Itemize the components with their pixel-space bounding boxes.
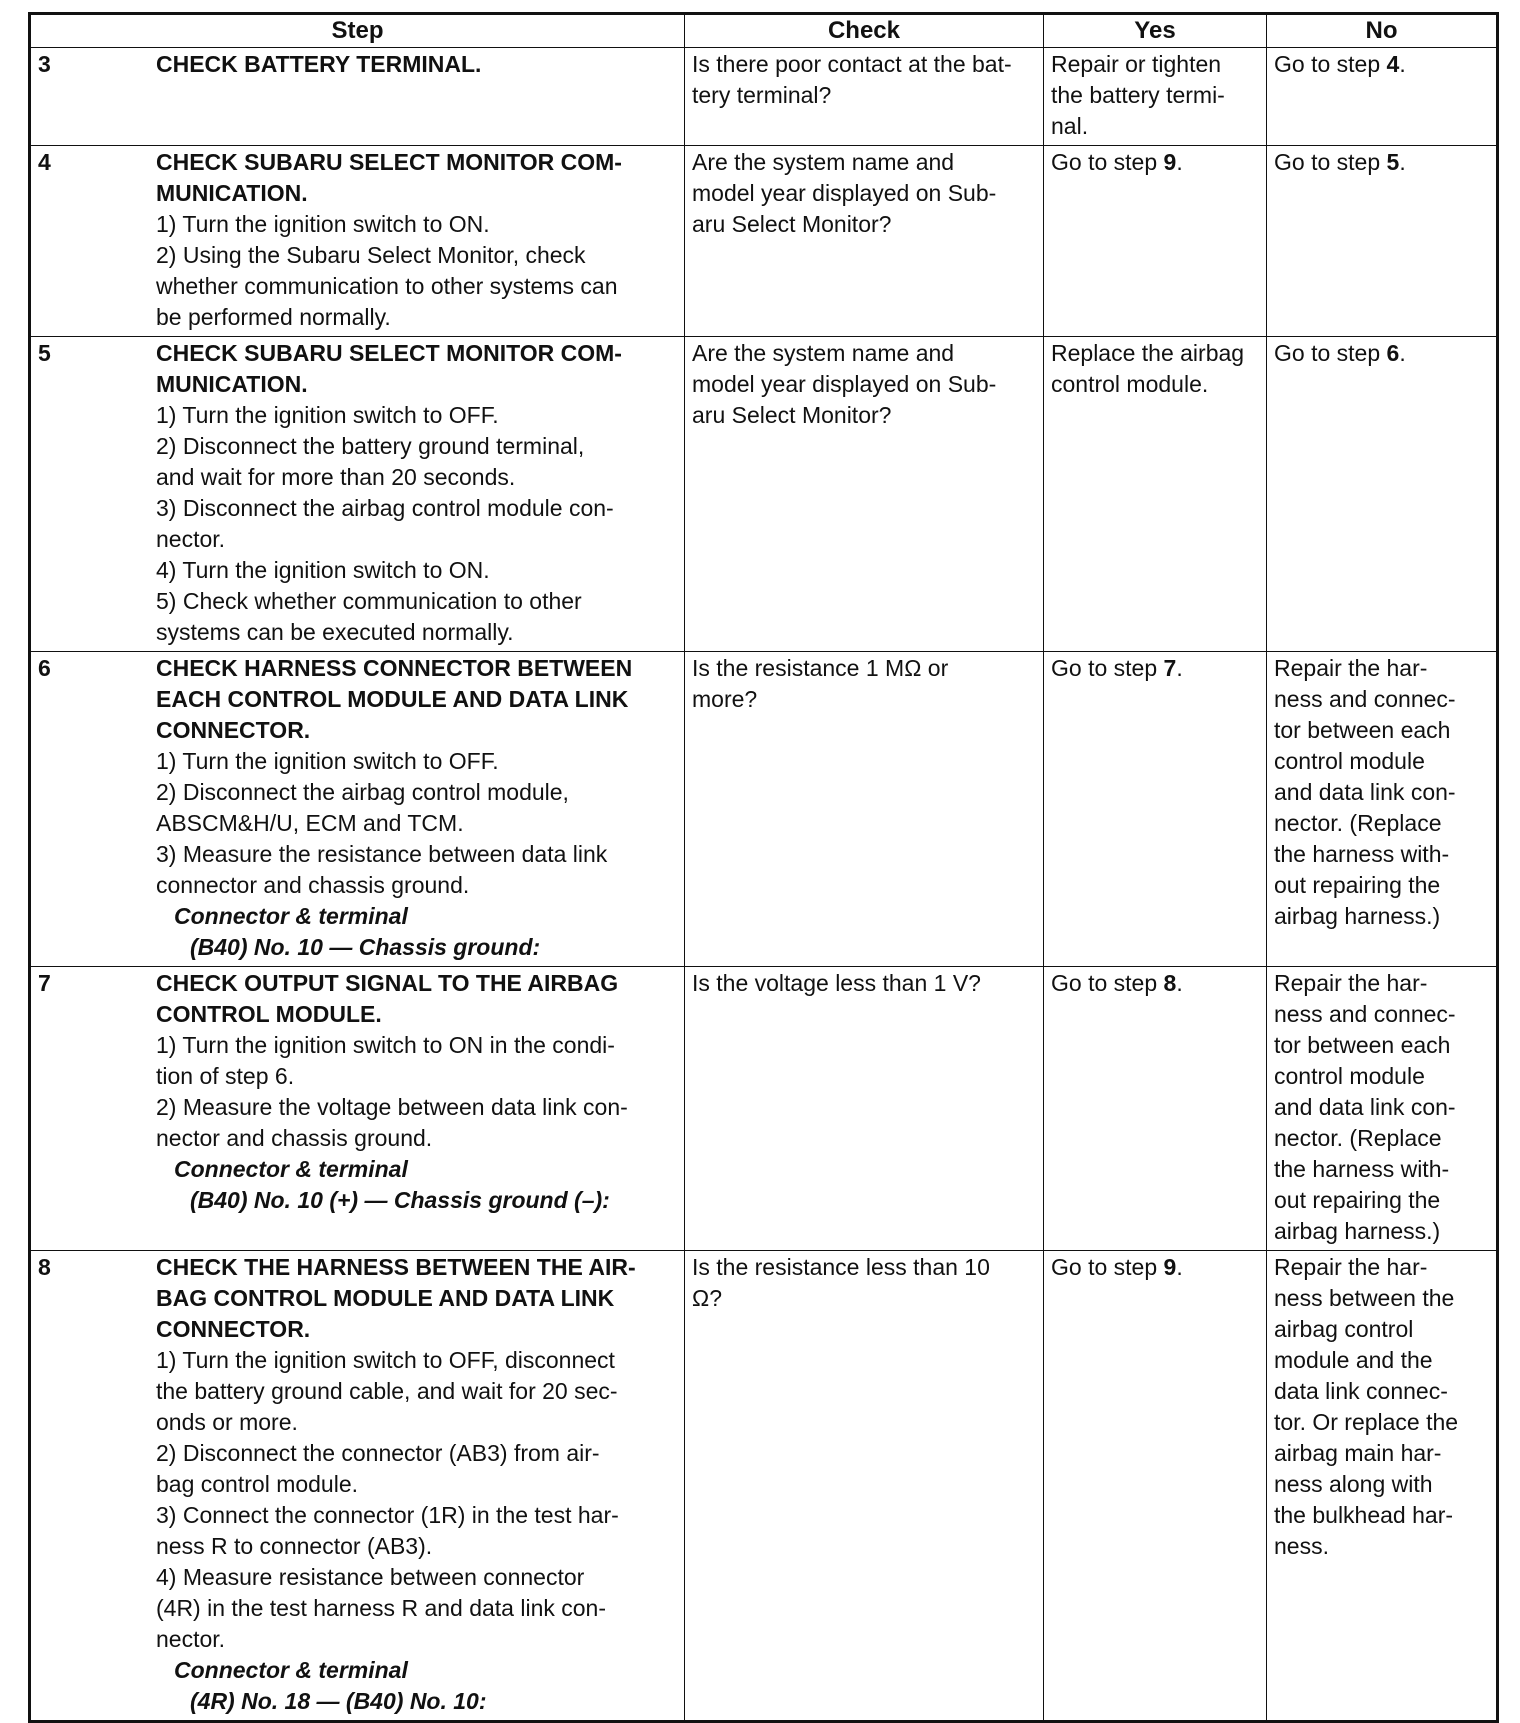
no-step-number: 4 xyxy=(1386,51,1400,77)
step-instruction-line: 2) Disconnect the connector (AB3) from air- xyxy=(156,1440,600,1466)
yes-text: Go to step xyxy=(1051,149,1164,175)
step-instruction xyxy=(156,240,678,333)
step-title xyxy=(156,49,678,80)
no-text xyxy=(1274,968,1490,1247)
step-instruction-line: 3) Disconnect the airbag control module con- xyxy=(156,495,614,521)
step-number: 6 xyxy=(38,655,51,681)
step-cell xyxy=(30,1251,685,1722)
step-title xyxy=(156,968,678,1030)
no-step-number: 5 xyxy=(1386,149,1400,175)
no-text-line: ness and connec- xyxy=(1274,686,1456,712)
check-text-line: Is the resistance less than 10 xyxy=(692,1254,990,1280)
diagnostic-page xyxy=(28,12,1496,1723)
no-text-line: airbag harness.) xyxy=(1274,1218,1441,1244)
no-text: Go to step xyxy=(1274,51,1387,77)
step-instruction-line: 2) Using the Subaru Select Monitor, check xyxy=(156,242,586,268)
no-text-line: Repair the har- xyxy=(1274,1254,1428,1280)
table-header-row xyxy=(30,14,1498,48)
no-text-line: out repairing the xyxy=(1274,872,1441,898)
check-text-line: Is the voltage less than 1 V? xyxy=(692,970,981,996)
no-text-line: and data link con- xyxy=(1274,1094,1456,1120)
no-text: Go to step xyxy=(1274,149,1387,175)
step-instruction-line: 1) Turn the ignition switch to OFF, disconnect xyxy=(156,1347,615,1373)
step-instruction-line: 1) Turn the ignition switch to OFF. xyxy=(156,402,499,428)
no-text-line: ness between the xyxy=(1274,1285,1455,1311)
yes-text: Go to step xyxy=(1051,970,1164,996)
step-title-line: CHECK BATTERY TERMINAL. xyxy=(156,51,482,77)
table-row xyxy=(30,1251,1498,1722)
step-instruction-line: the battery ground cable, and wait for 20 sec- xyxy=(156,1378,618,1404)
step-title xyxy=(156,338,678,400)
step-instruction-line: connector and chassis ground. xyxy=(156,872,470,898)
step-number: 3 xyxy=(38,51,51,77)
no-text-line: ness and connec- xyxy=(1274,1001,1456,1027)
no-text-line: tor between each xyxy=(1274,717,1451,743)
yes-text xyxy=(1051,49,1260,142)
step-instruction-line: (4R) in the test harness R and data link con- xyxy=(156,1595,607,1621)
yes-cell: Go to step 9. xyxy=(1044,1251,1267,1722)
check-cell xyxy=(685,48,1044,146)
check-cell xyxy=(685,146,1044,337)
check-cell xyxy=(685,967,1044,1251)
table-row xyxy=(30,48,1498,146)
yes-cell: Go to step 9. xyxy=(1044,146,1267,337)
check-text xyxy=(692,968,1037,999)
step-instruction xyxy=(156,777,678,839)
step-instruction-line: ness R to connector (AB3). xyxy=(156,1533,433,1559)
yes-cell: Go to step 7. xyxy=(1044,652,1267,967)
check-text-line: more? xyxy=(692,686,758,712)
step-instruction-line: 3) Measure the resistance between data link xyxy=(156,841,608,867)
step-title-line: MUNICATION. xyxy=(156,371,308,397)
check-text xyxy=(692,1252,1037,1314)
check-text-line: aru Select Monitor? xyxy=(692,402,892,428)
step-instruction-line: bag control module. xyxy=(156,1471,359,1497)
check-text xyxy=(692,147,1037,240)
step-instruction-line: 2) Disconnect the battery ground terminal, xyxy=(156,433,585,459)
step-instruction xyxy=(156,839,678,901)
step-instruction-line: 2) Disconnect the airbag control module, xyxy=(156,779,569,805)
diagnostic-table xyxy=(28,12,1499,1723)
step-instruction-line: ABSCM&H/U, ECM and TCM. xyxy=(156,810,464,836)
no-text-line: the bulkhead har- xyxy=(1274,1502,1454,1528)
no-text-line: tor between each xyxy=(1274,1032,1451,1058)
connector-label: Connector & terminal xyxy=(174,1156,408,1182)
no-text-line: Repair the har- xyxy=(1274,970,1428,996)
step-instruction xyxy=(156,746,678,777)
no-text: Go to step xyxy=(1274,340,1387,366)
no-text xyxy=(1274,653,1490,932)
check-text xyxy=(692,49,1037,111)
step-instruction-line: nector. xyxy=(156,526,226,552)
yes-text-line: Replace the airbag xyxy=(1051,340,1245,366)
step-instruction xyxy=(156,431,678,493)
no-cell: Go to step 5. xyxy=(1267,146,1498,337)
no-text-line: and data link con- xyxy=(1274,779,1456,805)
step-title-line: MUNICATION. xyxy=(156,180,308,206)
step-title-line: CONNECTOR. xyxy=(156,1316,311,1342)
step-instruction-line: tion of step 6. xyxy=(156,1063,295,1089)
check-text-line: Is the resistance 1 MΩ or xyxy=(692,655,949,681)
step-cell xyxy=(30,146,685,337)
step-instruction-line: 2) Measure the voltage between data link con- xyxy=(156,1094,628,1120)
step-title xyxy=(156,653,678,746)
yes-step-number: 9 xyxy=(1163,1254,1177,1280)
check-text-line: Are the system name and xyxy=(692,149,955,175)
step-instruction-line: whether communication to other systems can xyxy=(156,273,618,299)
no-text-line: airbag control xyxy=(1274,1316,1414,1342)
table-row xyxy=(30,337,1498,652)
step-cell xyxy=(30,967,685,1251)
yes-cell xyxy=(1044,48,1267,146)
no-text-line: the harness with- xyxy=(1274,841,1450,867)
connector-terminal: (B40) No. 10 — Chassis ground: xyxy=(190,934,541,960)
yes-step-number: 8 xyxy=(1163,970,1177,996)
step-number: 4 xyxy=(38,149,51,175)
yes-text xyxy=(1051,338,1260,400)
step-title-line: CONNECTOR. xyxy=(156,717,311,743)
step-title-line: CONTROL MODULE. xyxy=(156,1001,382,1027)
connector-terminal: (B40) No. 10 (+) — Chassis ground (–): xyxy=(190,1187,610,1213)
step-instruction xyxy=(156,1030,678,1092)
no-text-line: data link connec- xyxy=(1274,1378,1448,1404)
step-instruction-line: nector. xyxy=(156,1626,226,1652)
no-text-line: ness along with xyxy=(1274,1471,1433,1497)
connector-terminal: (4R) No. 18 — (B40) No. 10: xyxy=(190,1688,487,1714)
step-instruction xyxy=(156,400,678,431)
check-text-line: Ω? xyxy=(692,1285,722,1311)
step-instruction-line: systems can be executed normally. xyxy=(156,619,514,645)
no-text-line: nector. (Replace xyxy=(1274,1125,1442,1151)
yes-step-number: 9 xyxy=(1163,149,1177,175)
step-instruction-line: be performed normally. xyxy=(156,304,391,330)
no-text-line: the harness with- xyxy=(1274,1156,1450,1182)
step-instruction xyxy=(156,1345,678,1438)
yes-cell xyxy=(1044,337,1267,652)
yes-text: Go to step xyxy=(1051,655,1164,681)
step-title-line: EACH CONTROL MODULE AND DATA LINK xyxy=(156,686,629,712)
step-title-line: CHECK THE HARNESS BETWEEN THE AIR- xyxy=(156,1254,636,1280)
step-cell xyxy=(30,48,685,146)
no-text xyxy=(1274,1252,1490,1562)
header-check: Check xyxy=(685,14,1044,48)
check-text-line: model year displayed on Sub- xyxy=(692,180,997,206)
yes-text-line: nal. xyxy=(1051,113,1089,139)
step-instruction-line: nector and chassis ground. xyxy=(156,1125,433,1151)
step-number: 7 xyxy=(38,970,51,996)
check-text xyxy=(692,653,1037,715)
step-title xyxy=(156,147,678,209)
step-instruction xyxy=(156,493,678,555)
header-yes: Yes xyxy=(1044,14,1267,48)
step-title-line: BAG CONTROL MODULE AND DATA LINK xyxy=(156,1285,615,1311)
check-text xyxy=(692,338,1037,431)
check-text-line: tery terminal? xyxy=(692,82,832,108)
step-instruction xyxy=(156,555,678,586)
step-instruction-line: onds or more. xyxy=(156,1409,298,1435)
yes-text: Go to step xyxy=(1051,1254,1164,1280)
step-instruction xyxy=(156,1500,678,1562)
no-text-line: module and the xyxy=(1274,1347,1433,1373)
no-text-line: nector. (Replace xyxy=(1274,810,1442,836)
step-title-line: CHECK OUTPUT SIGNAL TO THE AIRBAG xyxy=(156,970,619,996)
step-instruction-line: 1) Turn the ignition switch to ON. xyxy=(156,211,490,237)
check-text-line: Is there poor contact at the bat- xyxy=(692,51,1012,77)
step-cell xyxy=(30,337,685,652)
no-cell xyxy=(1267,967,1498,1251)
step-instruction-line: 3) Connect the connector (1R) in the test har- xyxy=(156,1502,619,1528)
step-title-line: CHECK HARNESS CONNECTOR BETWEEN xyxy=(156,655,633,681)
step-instruction xyxy=(156,1562,678,1655)
yes-text-line: the battery termi- xyxy=(1051,82,1225,108)
check-cell xyxy=(685,337,1044,652)
no-text-line: out repairing the xyxy=(1274,1187,1441,1213)
no-text-line: airbag harness.) xyxy=(1274,903,1441,929)
table-row xyxy=(30,652,1498,967)
no-text-line: tor. Or replace the xyxy=(1274,1409,1459,1435)
no-text-line: ness. xyxy=(1274,1533,1329,1559)
step-instruction xyxy=(156,1438,678,1500)
header-step: Step xyxy=(30,14,685,48)
step-instruction-line: 4) Measure resistance between connector xyxy=(156,1564,585,1590)
step-instruction-line: and wait for more than 20 seconds. xyxy=(156,464,516,490)
no-cell xyxy=(1267,1251,1498,1722)
no-cell xyxy=(1267,652,1498,967)
step-instruction-line: 1) Turn the ignition switch to OFF. xyxy=(156,748,499,774)
connector-label: Connector & terminal xyxy=(174,903,408,929)
step-instruction-line: 5) Check whether communication to other xyxy=(156,588,582,614)
step-title-line: CHECK SUBARU SELECT MONITOR COM- xyxy=(156,149,622,175)
check-cell xyxy=(685,652,1044,967)
yes-text-line: control module. xyxy=(1051,371,1209,397)
no-text-line: control module xyxy=(1274,748,1425,774)
yes-step-number: 7 xyxy=(1163,655,1177,681)
step-instruction-line: 4) Turn the ignition switch to ON. xyxy=(156,557,490,583)
no-step-number: 6 xyxy=(1386,340,1400,366)
check-cell xyxy=(685,1251,1044,1722)
step-instruction-line: 1) Turn the ignition switch to ON in the condi- xyxy=(156,1032,615,1058)
table-row xyxy=(30,967,1498,1251)
step-instruction xyxy=(156,209,678,240)
check-text-line: Are the system name and xyxy=(692,340,955,366)
step-instruction xyxy=(156,1092,678,1154)
no-text-line: airbag main har- xyxy=(1274,1440,1442,1466)
step-number: 5 xyxy=(38,340,51,366)
table-row xyxy=(30,146,1498,337)
step-cell xyxy=(30,652,685,967)
step-number: 8 xyxy=(38,1254,51,1280)
no-text-line: control module xyxy=(1274,1063,1425,1089)
no-cell: Go to step 6. xyxy=(1267,337,1498,652)
step-title-line: CHECK SUBARU SELECT MONITOR COM- xyxy=(156,340,622,366)
check-text-line: model year displayed on Sub- xyxy=(692,371,997,397)
check-text-line: aru Select Monitor? xyxy=(692,211,892,237)
yes-text-line: Repair or tighten xyxy=(1051,51,1222,77)
no-cell: Go to step 4. xyxy=(1267,48,1498,146)
step-title xyxy=(156,1252,678,1345)
step-instruction xyxy=(156,586,678,648)
yes-cell: Go to step 8. xyxy=(1044,967,1267,1251)
header-no: No xyxy=(1267,14,1498,48)
no-text-line: Repair the har- xyxy=(1274,655,1428,681)
connector-label: Connector & terminal xyxy=(174,1657,408,1683)
table-body xyxy=(30,48,1498,1722)
